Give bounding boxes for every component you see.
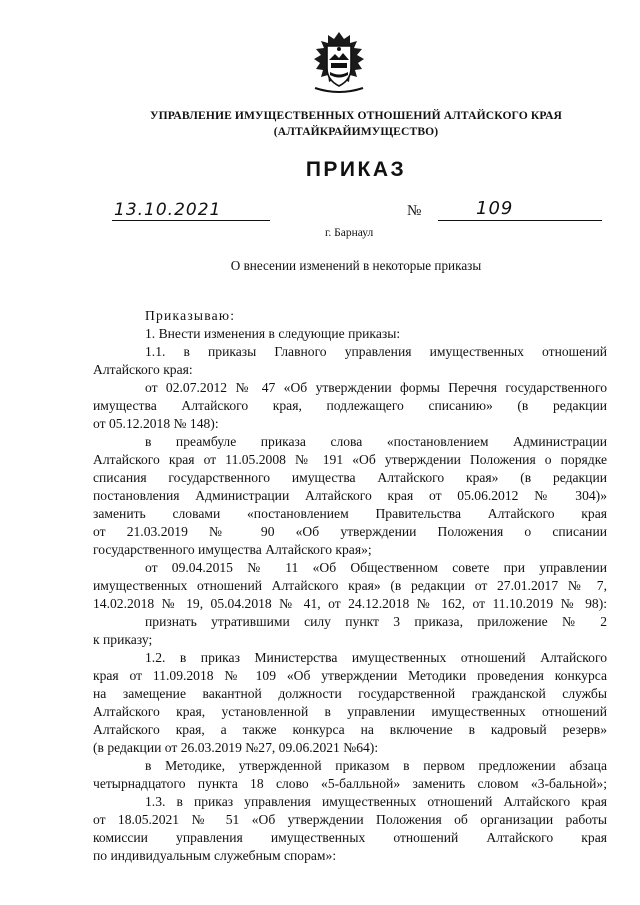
body-line: имущества Алтайского края, подлежащего списанию» (в редакции xyxy=(93,398,607,413)
body-line: к приказу; xyxy=(93,632,153,647)
body-line: постановления Администрации Алтайского края от 05.06.2012 № 304)» xyxy=(93,488,607,503)
date-underline xyxy=(112,220,270,221)
coat-of-arms-icon xyxy=(309,30,369,96)
body-line: края от 11.09.2018 № 109 «Об утверждении Методики проведения конкурса xyxy=(93,668,607,683)
number-sign: № xyxy=(407,203,422,219)
body-line: Алтайского края, установленной в управлении имущественных отношений xyxy=(93,704,607,719)
body-line: в Методике, утвержденной приказом в первом предложении абзаца xyxy=(145,758,607,773)
document-type-title: ПРИКАЗ xyxy=(305,158,407,181)
organization-name: УПРАВЛЕНИЕ ИМУЩЕСТВЕННЫХ ОТНОШЕНИЙ АЛТАЙСКОГО КРАЯ xyxy=(149,109,563,122)
body-line: от 18.05.2021 № 51 «Об утверждении Положения об организации работы xyxy=(93,812,607,827)
body-line: (в редакции от 26.03.2019 №27, 09.06.2021 №64): xyxy=(93,740,379,755)
body-line: Алтайского края от 11.05.2008 № 191 «Об утверждении Положения о порядке xyxy=(93,452,607,467)
body-line: признать утратившими силу пункт 3 приказа, приложение № 2 xyxy=(145,614,607,629)
body-line: 1.2. в приказ Министерства имущественных отношений Алтайского xyxy=(145,650,607,665)
body-line: в преамбуле приказа слова «постановлением Администрации xyxy=(145,434,607,449)
body-line: комиссии управления имущественных отношений Алтайского края xyxy=(93,830,607,845)
body-line: государственного имущества Алтайского края»; xyxy=(93,542,372,557)
body-line: Алтайского края: xyxy=(93,362,193,377)
document-date: 13.10.2021 xyxy=(114,200,222,220)
body-line: на замещение вакантной должности государственной гражданской службы xyxy=(93,686,607,701)
body-line: от 09.04.2015 № 11 «Об Общественном совете при управлении xyxy=(145,560,607,575)
body-line: Приказываю: xyxy=(145,308,236,323)
body-line: 14.02.2018 № 19, 05.04.2018 № 41, от 24.12.2018 № 162, от 11.10.2019 № 98): xyxy=(93,596,607,611)
body-line: 1.1. в приказы Главного управления имущественных отношений xyxy=(145,344,607,359)
document-subject: О внесении изменений в некоторые приказы xyxy=(230,258,482,273)
body-line: Алтайского края, а также конкурса на включение в кадровый резерв» xyxy=(93,722,607,737)
body-line: от 02.07.2012 № 47 «Об утверждении формы Перечня государственного xyxy=(145,380,607,395)
organization-short-name: (АЛТАЙКРАЙИМУЩЕСТВО) xyxy=(273,125,439,138)
body-line: от 05.12.2018 № 148): xyxy=(93,416,219,431)
body-line: от 21.03.2019 № 90 «Об утверждении Положения о списании xyxy=(93,524,607,539)
body-line: 1. Внести изменения в следующие приказы: xyxy=(145,326,401,341)
body-line: 1.3. в приказ управления имущественных отношений Алтайского края xyxy=(145,794,607,809)
body-line: четырнадцатого пункта 18 слово «5-балльной» заменить словом «3-бальной»; xyxy=(93,776,607,791)
number-underline xyxy=(438,220,602,221)
document-number: 109 xyxy=(476,198,514,219)
body-line: заменить словами «постановлением Правительства Алтайского края xyxy=(93,506,607,521)
body-line: списания государственного имущества Алтайского края» (в редакции xyxy=(93,470,607,485)
body-line: имущественных отношений Алтайского края» (в редакции от 27.01.2017 № 7, xyxy=(93,578,607,593)
body-line: по индивидуальным служебным спорам»: xyxy=(93,848,337,863)
document-city: г. Барнаул xyxy=(325,227,374,239)
